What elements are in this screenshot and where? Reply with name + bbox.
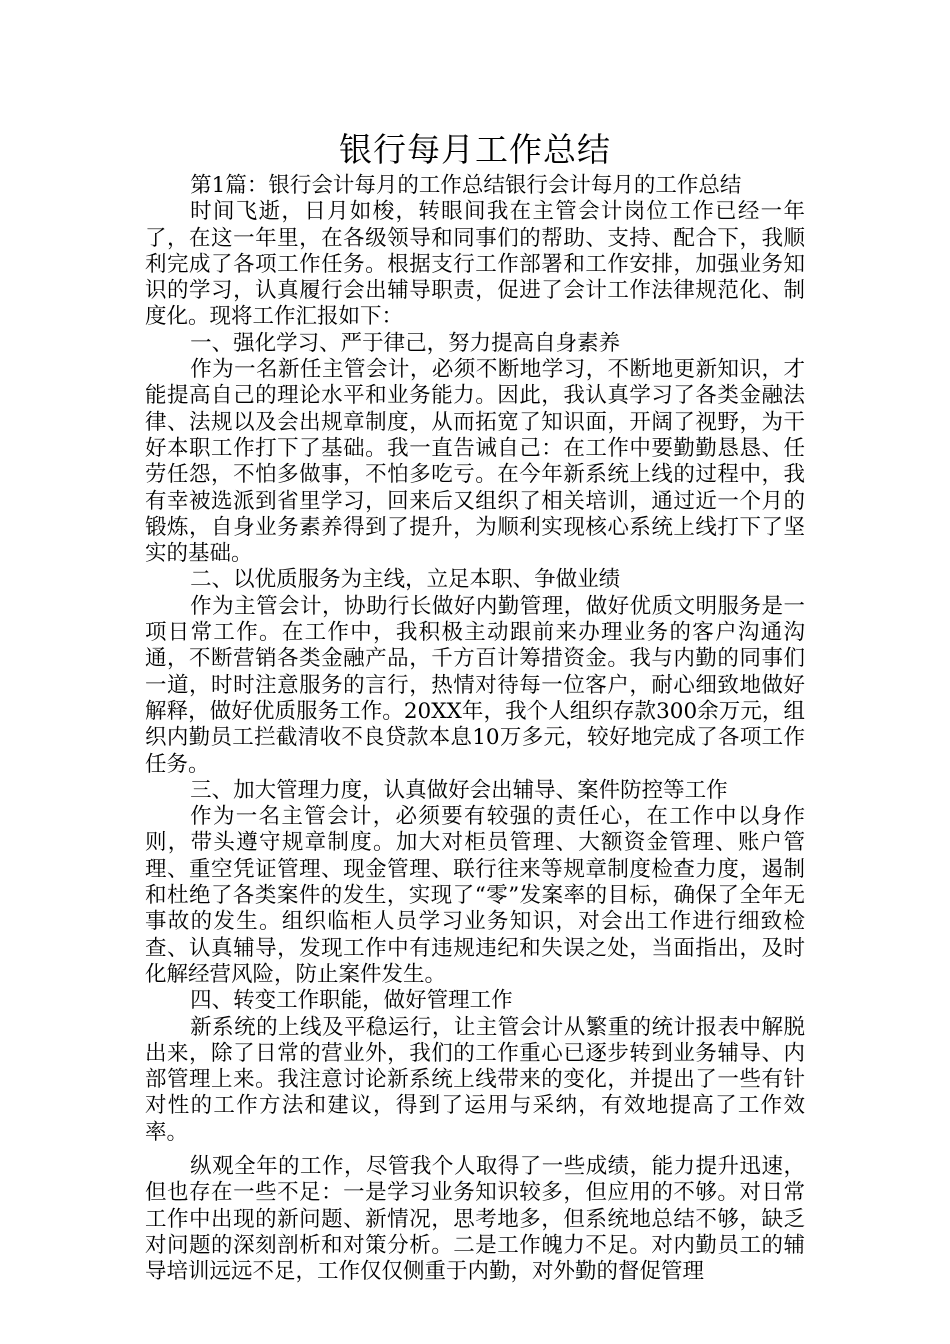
body-paragraph: 时间飞逝，日月如梭，转眼间我在主管会计岗位工作已经一年了，在这一年里，在各级领导和同事们的帮助、支持、配合下，我顺利完成了各项工作任务。根据支行工作部署和工作安排，加强业务知识的学习，认真履行会出辅导职责，促进了会计工作法律规范化、制度化。现将工作汇报如下： bbox=[145, 199, 805, 330]
section-heading: 三、加大管理力度，认真做好会出辅导、案件防控等工作 bbox=[190, 777, 728, 803]
body-paragraph: 作为一名新任主管会计，必须不断地学习，不断地更新知识，才能提高自己的理论水平和业务能力。因此，我认真学习了各类金融法律、法规以及会出规章制度，从而拓宽了知识面，开阔了视野，为干好本职工作打下了基础。我一直告诫自己：在工作中要勤勤恳恳、任劳任怨，不怕多做事，不怕多吃亏。在今年新系统上线的过程中，我有幸被选派到省里学习，回来后又组织了相关培训，通过近一个月的锻炼，自身业务素养得到了提升，为顺利实现核心系统上线打下了坚实的基础。 bbox=[145, 357, 805, 567]
body-paragraph: 纵观全年的工作，尽管我个人取得了一些成绩，能力提升迅速，但也存在一些不足：一是学习业务知识较多，但应用的不够。对日常工作中出现的新问题、新情况，思考地多，但系统地总结不够，缺乏对问题的深刻剖析和对策分析。二是工作魄力不足。对内勤员工的辅导培训远远不足，工作仅仅侧重于内勤，对外勤的督促管理 bbox=[145, 1153, 805, 1285]
section-subtitle: 第1篇：银行会计每月的工作总结银行会计每月的工作总结 bbox=[190, 173, 742, 198]
body-paragraph: 新系统的上线及平稳运行，让主管会计从繁重的统计报表中解脱出来，除了日常的营业外，我们的工作重心已逐步转到业务辅导、内部管理上来。我注意讨论新系统上线带来的变化，并提出了一些有针对性的工作方法和建议，得到了运用与采纳，有效地提高了工作效率。 bbox=[145, 1014, 805, 1145]
section-heading: 二、以优质服务为主线，立足本职、争做业绩 bbox=[190, 567, 621, 593]
section-heading: 一、强化学习、严于律己，努力提高自身素养 bbox=[190, 330, 621, 356]
section-heading: 四、转变工作职能，做好管理工作 bbox=[190, 988, 513, 1014]
document-title: 银行每月工作总结 bbox=[339, 130, 611, 169]
body-paragraph: 作为一名主管会计，必须要有较强的责任心，在工作中以身作则，带头遵守规章制度。加大对柜员管理、大额资金管理、账户管理、重空凭证管理、现金管理、联行往来等规章制度检查力度，遏制和杜绝了各类案件的发生，实现了“零”发案率的目标，确保了全年无事故的发生。组织临柜人员学习业务知识，对会出工作进行细致检查、认真辅导，发现工作中有违规违纪和失误之处，当面指出，及时化解经营风险，防止案件发生。 bbox=[145, 804, 805, 987]
document-body bbox=[145, 173, 805, 1285]
body-paragraph: 作为主管会计，协助行长做好内勤管理，做好优质文明服务是一项日常工作。在工作中，我积极主动跟前来办理业务的客户沟通沟通，不断营销各类金融产品，千方百计筹措资金。我与内勤的同事们一道，时时注意服务的言行，热情对待每一位客户，耐心细致地做好解释，做好优质服务工作。20XX年，我个人组织存款300余万元，组织内勤员工拦截清收不良贷款本息10万多元，较好地完成了各项工作任务。 bbox=[145, 593, 805, 777]
